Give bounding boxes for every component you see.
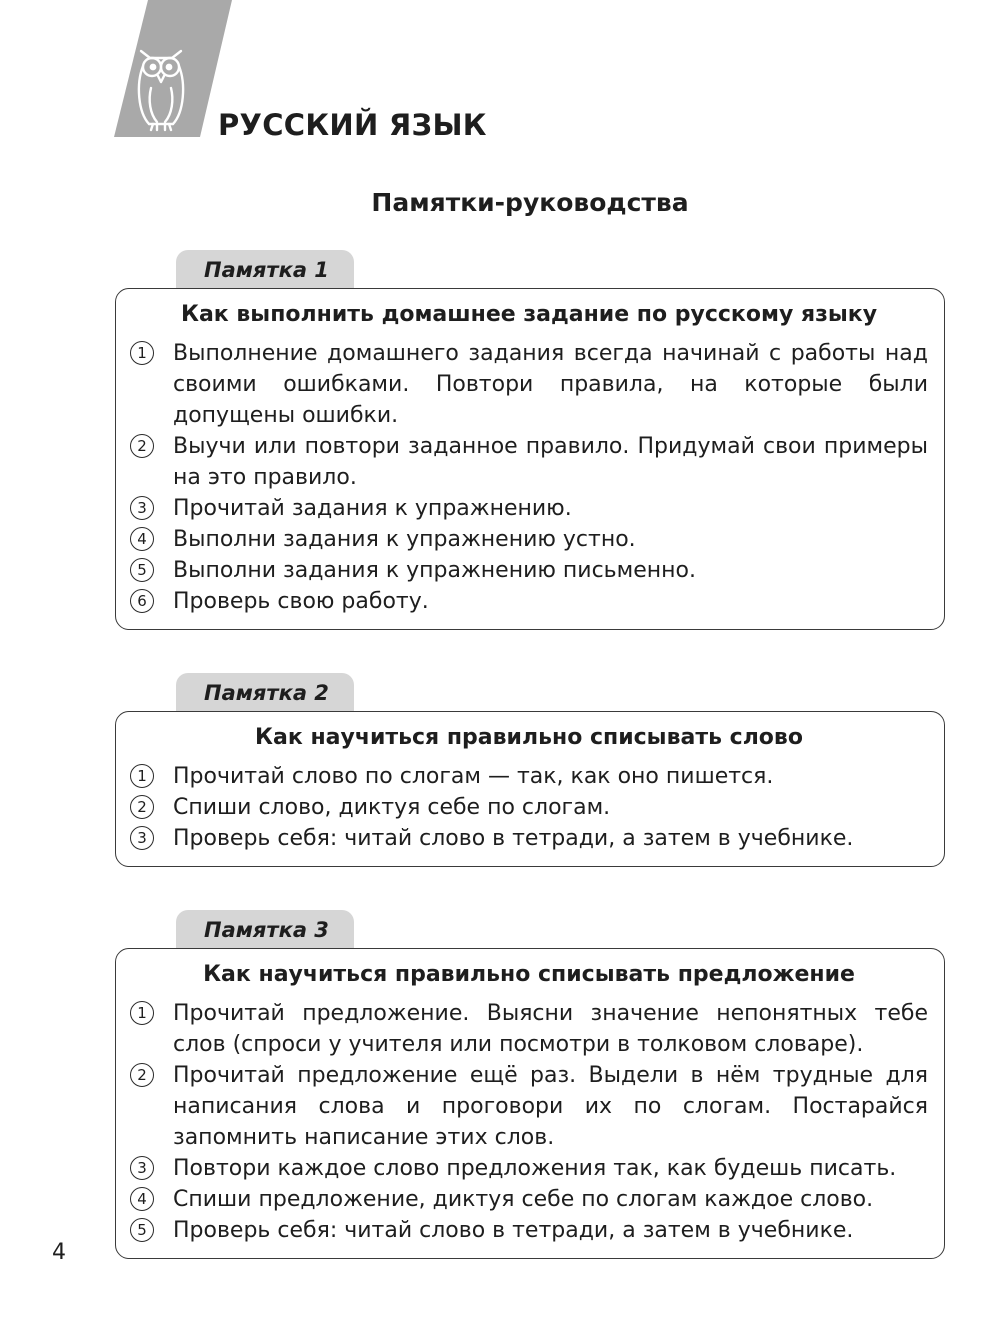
- step-number: 5: [130, 1218, 154, 1242]
- step-number: 3: [130, 826, 154, 850]
- step-text: Спиши слово, диктуя себе по слогам.: [173, 795, 611, 820]
- step-text: Спиши предложение, диктуя себе по слогам каждое слово.: [173, 1187, 874, 1212]
- memo-2-box: [115, 711, 945, 867]
- step-text: Проверь свою работу.: [173, 589, 429, 614]
- list-item: [130, 823, 928, 854]
- step-text: Прочитай задания к упражнению.: [173, 496, 572, 521]
- list-item: [130, 998, 928, 1060]
- list-item: [130, 586, 928, 617]
- list-item: [130, 493, 928, 524]
- step-text: Выполнение домашнего задания всегда начинай с работы над своими ошибками. Повтори правила, на которые были допущены ошибки.: [173, 341, 928, 428]
- list-item: [130, 431, 928, 493]
- step-text: Проверь себя: читай слово в тетради, а затем в учебнике.: [173, 826, 854, 851]
- step-number: 4: [130, 527, 154, 551]
- page-heading: Памятки-руководства: [371, 188, 689, 217]
- memo-2-title: Как научиться правильно списывать слово: [255, 725, 803, 750]
- step-number: 2: [130, 795, 154, 819]
- step-number: 6: [130, 589, 154, 613]
- step-number: 3: [130, 496, 154, 520]
- list-item: [130, 555, 928, 586]
- step-text: Выучи или повтори заданное правило. Придумай свои примеры на это правило.: [173, 434, 928, 490]
- step-text: Прочитай слово по слогам — так, как оно пишется.: [173, 764, 774, 789]
- memo-1-box: [115, 288, 945, 630]
- step-number: 3: [130, 1156, 154, 1180]
- step-text: Прочитай предложение ещё раз. Выдели в нём трудные для написания слова и проговори их по слогам. Постарайся запомнить написание этих слов.: [173, 1063, 928, 1150]
- list-item: [130, 524, 928, 555]
- memo-3-steps: [130, 998, 928, 1246]
- step-number: 2: [130, 1063, 154, 1087]
- step-number: 2: [130, 434, 154, 458]
- step-number: 1: [130, 341, 154, 365]
- step-number: 5: [130, 558, 154, 582]
- step-text: Прочитай предложение. Выясни значение непонятных тебе слов (спроси у учителя или посмотри в толковом словаре).: [173, 1001, 928, 1057]
- memo-3-tab: Памятка 3: [176, 910, 354, 950]
- list-item: [130, 761, 928, 792]
- list-item: [130, 1215, 928, 1246]
- list-item: [130, 792, 928, 823]
- list-item: [130, 1153, 928, 1184]
- section-title: РУССКИЙ ЯЗЫК: [218, 108, 487, 142]
- step-number: 1: [130, 764, 154, 788]
- memo-1-steps: [130, 338, 928, 617]
- step-text: Выполни задания к упражнению письменно.: [173, 558, 696, 583]
- step-text: Повтори каждое слово предложения так, как будешь писать.: [173, 1156, 897, 1181]
- header-tab: [0, 0, 240, 140]
- list-item: [130, 338, 928, 431]
- memo-1-title: Как выполнить домашнее задание по русскому языку: [180, 302, 878, 327]
- memo-3-title: Как научиться правильно списывать предложение: [203, 962, 855, 987]
- step-number: 4: [130, 1187, 154, 1211]
- step-text: Проверь себя: читай слово в тетради, а затем в учебнике.: [173, 1218, 854, 1243]
- step-number: 1: [130, 1001, 154, 1025]
- memo-1-tab: Памятка 1: [176, 250, 354, 290]
- step-text: Выполни задания к упражнению устно.: [173, 527, 636, 552]
- page-number: 4: [52, 1240, 66, 1265]
- memo-3-box: [115, 948, 945, 1259]
- list-item: [130, 1184, 928, 1215]
- memo-2-tab: Памятка 2: [176, 673, 354, 713]
- list-item: [130, 1060, 928, 1153]
- memo-2-steps: [130, 761, 928, 854]
